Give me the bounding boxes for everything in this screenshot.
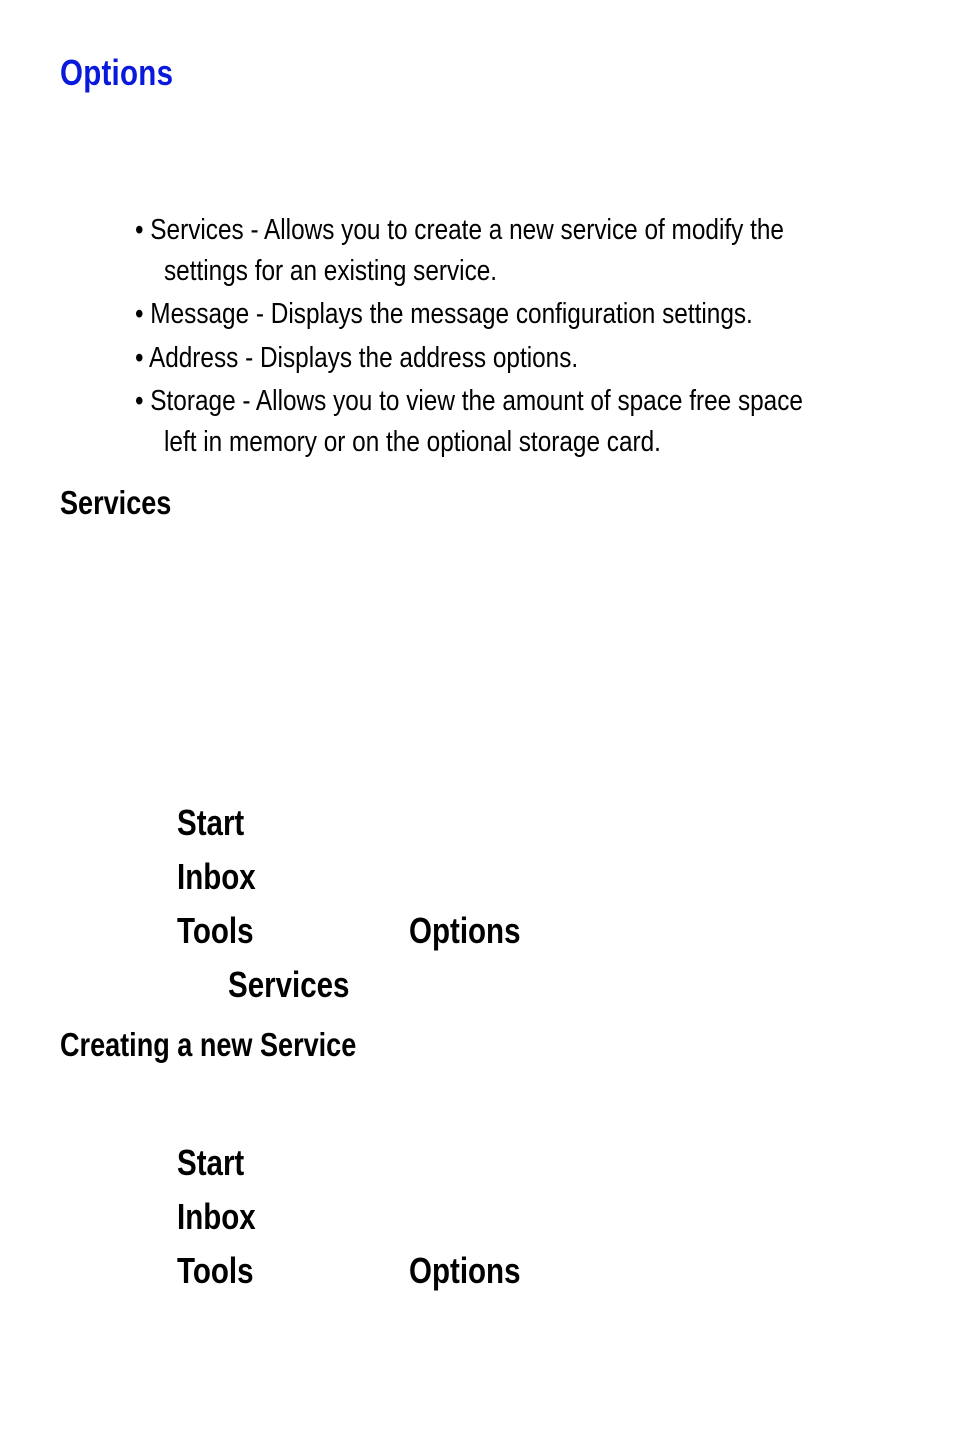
- bullet-services-line2: settings for an existing service.: [164, 255, 498, 287]
- step-inbox: Inbox: [177, 856, 256, 897]
- bullet-message: • Message - Displays the message configuration settings.: [135, 298, 753, 330]
- bullet-storage-line1: • Storage - Allows you to view the amount of space free space: [135, 385, 803, 417]
- bullet-storage-line2: left in memory or on the optional storage card.: [164, 426, 661, 458]
- step-options: Options: [409, 1250, 521, 1291]
- step-inbox: Inbox: [177, 1196, 256, 1237]
- step-tools: Tools: [177, 910, 254, 951]
- step-start: Start: [177, 1142, 245, 1183]
- step-options: Options: [409, 910, 521, 951]
- services-heading: Services: [60, 484, 172, 521]
- step-services: Services: [228, 964, 350, 1005]
- step-tools: Tools: [177, 1250, 254, 1291]
- bullet-address: • Address - Displays the address options.: [135, 342, 579, 374]
- step-start: Start: [177, 802, 245, 843]
- bullet-services-line1: • Services - Allows you to create a new service of modify the: [135, 214, 784, 246]
- page-title: Options: [60, 52, 174, 93]
- creating-service-heading: Creating a new Service: [60, 1026, 357, 1063]
